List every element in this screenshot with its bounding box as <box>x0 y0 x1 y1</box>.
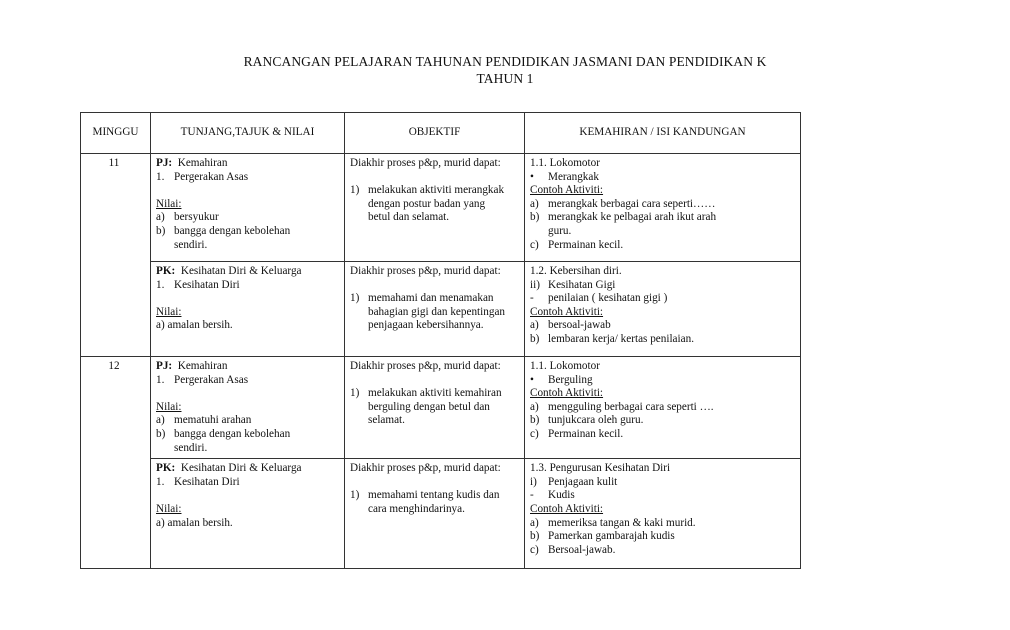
tunjang-sub-text: Pergerakan Asas <box>174 373 249 386</box>
aktiviti-item <box>530 225 797 239</box>
tunjang-content <box>151 154 344 255</box>
aktiviti-item <box>530 414 797 428</box>
kemahiran-item-mark: - <box>530 292 534 305</box>
objektif-line <box>350 319 521 333</box>
nilai-item-text: mematuhi arahan <box>174 414 252 427</box>
objektif-text: cara menghindarinya. <box>368 502 465 515</box>
nilai-item-mark: a) <box>156 211 165 224</box>
aktiviti-item-text: memeriksa tangan & kaki murid. <box>548 516 696 529</box>
table-row <box>81 262 801 357</box>
kemahiran-content <box>525 357 800 445</box>
tunjang-heading <box>156 265 341 279</box>
kemahiran-item-text: penilaian ( kesihatan gigi ) <box>548 292 668 305</box>
nilai-item-text: bangga dengan kebolehan <box>174 427 291 440</box>
aktiviti-item-text: Permainan kecil. <box>548 427 624 440</box>
kemahiran-item <box>530 292 797 306</box>
aktiviti-label: Contoh Aktiviti: <box>530 305 604 318</box>
aktiviti-item-text: merangkak berbagai cara seperti…… <box>548 197 716 210</box>
objektif-line <box>350 306 521 320</box>
objektif-line <box>350 211 521 225</box>
objektif-text: memahami tentang kudis dan <box>368 489 500 502</box>
kemahiran-item-mark: i) <box>530 475 537 488</box>
aktiviti-label: Contoh Aktiviti: <box>530 502 604 515</box>
tunjang-sub-num: 1. <box>156 170 165 183</box>
aktiviti-item-mark: a) <box>530 516 539 529</box>
kemahiran-item-text: Kudis <box>548 489 575 502</box>
kemahiran-item <box>530 171 797 185</box>
aktiviti-item-text: merangkak ke pelbagai arah ikut arah <box>548 211 717 224</box>
objektif-cell <box>345 459 525 569</box>
tunjang-heading <box>156 462 341 476</box>
spacer <box>350 476 521 490</box>
objektif-content <box>345 154 524 228</box>
objektif-line <box>350 414 521 428</box>
nilai-label: Nilai: <box>156 305 182 318</box>
tunjang-sub-num: 1. <box>156 373 165 386</box>
tunjang-topic: Kemahiran <box>177 157 228 169</box>
kemahiran-item-text: Kesihatan Gigi <box>548 278 616 291</box>
nilai-item: a) amalan bersih. <box>156 516 233 529</box>
tunjang-sub-text: Kesihatan Diri <box>174 278 240 291</box>
aktiviti-item <box>530 239 797 253</box>
tunjang-code: PJ: <box>156 360 173 372</box>
objektif-cell <box>345 357 525 459</box>
header-kemahiran: KEMAHIRAN / ISI KANDUNGAN <box>525 113 801 154</box>
objektif-text: berguling dengan betul dan <box>368 400 490 413</box>
kemahiran-cell <box>525 459 801 569</box>
tunjang-subtopic <box>156 476 341 490</box>
objektif-text: bahagian gigi dan kepentingan <box>368 305 506 318</box>
nilai-item-text: bangga dengan kebolehan <box>174 224 291 237</box>
objektif-line <box>350 401 521 415</box>
objektif-intro: Diakhir proses p&p, murid dapat: <box>350 265 501 277</box>
kemahiran-item-text: Berguling <box>548 373 593 386</box>
kemahiran-content <box>525 262 800 350</box>
kemahiran-content <box>525 459 800 560</box>
nilai-item <box>156 428 341 442</box>
nilai-item-mark: a) <box>156 414 165 427</box>
objektif-text: selamat. <box>368 414 405 427</box>
tunjang-topic: Kemahiran <box>177 360 228 372</box>
aktiviti-item <box>530 333 797 347</box>
objektif-text: melakukan aktiviti merangkak <box>368 184 505 197</box>
objektif-num: 1) <box>350 489 360 502</box>
aktiviti-item-text: Bersoal-jawab. <box>548 543 616 556</box>
header-tunjang: TUNJANG,TAJUK & NILAI <box>151 113 345 154</box>
tunjang-sub-num: 1. <box>156 278 165 291</box>
table-row <box>81 459 801 569</box>
objektif-text: betul dan selamat. <box>368 211 450 224</box>
kemahiran-heading: 1.1. Lokomotor <box>530 360 600 372</box>
aktiviti-item <box>530 211 797 225</box>
tunjang-code: PK: <box>156 265 176 277</box>
nilai-label: Nilai: <box>156 197 182 210</box>
spacer <box>156 387 341 401</box>
tunjang-cell <box>151 357 345 459</box>
tunjang-subtopic <box>156 374 341 388</box>
aktiviti-item <box>530 544 797 558</box>
aktiviti-item-text: bersoal-jawab <box>548 319 611 332</box>
tunjang-topic: Kesihatan Diri & Keluarga <box>180 265 302 277</box>
kemahiran-cell <box>525 154 801 262</box>
aktiviti-item-mark: b) <box>530 211 540 224</box>
nilai-item: a) amalan bersih. <box>156 319 233 332</box>
kemahiran-item <box>530 279 797 293</box>
objektif-text: dengan postur badan yang <box>368 197 486 210</box>
aktiviti-item-text: Permainan kecil. <box>548 238 624 251</box>
objektif-num: 1) <box>350 292 360 305</box>
objektif-line <box>350 489 521 503</box>
aktiviti-item <box>530 428 797 442</box>
header-minggu: MINGGU <box>81 113 151 154</box>
aktiviti-item-mark: c) <box>530 543 539 556</box>
tunjang-sub-text: Kesihatan Diri <box>174 475 240 488</box>
aktiviti-item <box>530 198 797 212</box>
tunjang-subtopic <box>156 279 341 293</box>
nilai-continuation: sendiri. <box>174 238 208 251</box>
nilai-item <box>156 211 341 225</box>
tunjang-content <box>151 357 344 458</box>
objektif-content <box>345 459 524 519</box>
nilai-label: Nilai: <box>156 502 182 515</box>
spacer <box>156 292 341 306</box>
tunjang-heading <box>156 157 341 171</box>
objektif-content <box>345 262 524 336</box>
kemahiran-item-mark: ii) <box>530 278 540 291</box>
aktiviti-label: Contoh Aktiviti: <box>530 387 604 400</box>
kemahiran-heading: 1.2. Kebersihan diri. <box>530 265 622 277</box>
aktiviti-item-mark: a) <box>530 319 539 332</box>
objektif-cell <box>345 262 525 357</box>
lesson-plan-table <box>80 112 801 569</box>
objektif-text: memahami dan menamakan <box>368 292 494 305</box>
objektif-line <box>350 387 521 401</box>
tunjang-code: PJ: <box>156 157 173 169</box>
kemahiran-content <box>525 154 800 255</box>
tunjang-sub-num: 1. <box>156 475 165 488</box>
nilai-item-mark: b) <box>156 224 166 237</box>
kemahiran-item <box>530 476 797 490</box>
objektif-line <box>350 198 521 212</box>
objektif-line <box>350 292 521 306</box>
tunjang-topic: Kesihatan Diri & Keluarga <box>180 462 302 475</box>
kemahiran-item-mark: • <box>530 170 534 183</box>
nilai-item <box>156 414 341 428</box>
tunjang-code: PK: <box>156 462 176 475</box>
spacer <box>350 171 521 185</box>
header-objektif: OBJEKTIF <box>345 113 525 154</box>
nilai-item-text: bersyukur <box>174 211 219 224</box>
objektif-line <box>350 503 521 517</box>
aktiviti-item-mark: b) <box>530 332 540 345</box>
kemahiran-cell <box>525 262 801 357</box>
nilai-label: Nilai: <box>156 400 182 413</box>
week-number: 11 <box>108 157 120 169</box>
nilai-item-mark: b) <box>156 427 166 440</box>
aktiviti-item-text: Pamerkan gambarajah kudis <box>548 530 675 543</box>
objektif-line <box>350 184 521 198</box>
week-number: 12 <box>108 360 120 372</box>
table-row <box>81 357 801 459</box>
spacer <box>350 374 521 388</box>
week-number-cell <box>81 154 151 357</box>
kemahiran-item-text: Penjagaan kulit <box>548 475 618 488</box>
aktiviti-item-text: guru. <box>548 224 572 237</box>
document-subtitle: TAHUN 1 <box>476 71 534 86</box>
aktiviti-item <box>530 319 797 333</box>
objektif-num: 1) <box>350 184 360 197</box>
tunjang-sub-text: Pergerakan Asas <box>174 170 249 183</box>
tunjang-cell <box>151 262 345 357</box>
aktiviti-item-mark: b) <box>530 414 540 427</box>
objektif-intro: Diakhir proses p&p, murid dapat: <box>350 462 501 475</box>
document-title: RANCANGAN PELAJARAN TAHUNAN PENDIDIKAN JASMANI DAN PENDIDIKAN K <box>243 54 767 69</box>
aktiviti-item <box>530 401 797 415</box>
kemahiran-item-mark: • <box>530 373 534 386</box>
kemahiran-item-mark: - <box>530 489 534 502</box>
objektif-content <box>345 357 524 431</box>
aktiviti-item-mark: b) <box>530 530 540 543</box>
aktiviti-item <box>530 517 797 531</box>
kemahiran-item <box>530 489 797 503</box>
objektif-num: 1) <box>350 387 360 400</box>
tunjang-content <box>151 262 344 336</box>
kemahiran-item-text: Merangkak <box>548 170 599 183</box>
table-body <box>81 154 801 569</box>
kemahiran-heading: 1.3. Pengurusan Kesihatan Diri <box>530 462 671 475</box>
aktiviti-item-text: tunjukcara oleh guru. <box>548 414 644 427</box>
aktiviti-item-mark: a) <box>530 197 539 210</box>
spacer <box>156 184 341 198</box>
tunjang-cell <box>151 459 345 569</box>
objektif-text: melakukan aktiviti kemahiran <box>368 387 502 400</box>
nilai-continuation: sendiri. <box>174 441 208 454</box>
week-number-cell <box>81 357 151 569</box>
aktiviti-item-mark: c) <box>530 238 539 251</box>
aktiviti-item-text: mengguling berbagai cara seperti …. <box>548 400 714 413</box>
spacer <box>350 279 521 293</box>
aktiviti-item <box>530 530 797 544</box>
aktiviti-item-mark: c) <box>530 427 539 440</box>
nilai-item <box>156 225 341 239</box>
kemahiran-heading: 1.1. Lokomotor <box>530 157 600 169</box>
aktiviti-item-mark: a) <box>530 400 539 413</box>
objektif-intro: Diakhir proses p&p, murid dapat: <box>350 157 501 169</box>
tunjang-subtopic <box>156 171 341 185</box>
tunjang-heading <box>156 360 341 374</box>
objektif-cell <box>345 154 525 262</box>
table-header-row <box>81 113 801 154</box>
objektif-intro: Diakhir proses p&p, murid dapat: <box>350 360 501 372</box>
aktiviti-item-text: lembaran kerja/ kertas penilaian. <box>548 332 694 345</box>
tunjang-cell <box>151 154 345 262</box>
table-row <box>81 154 801 262</box>
kemahiran-item <box>530 374 797 388</box>
aktiviti-label: Contoh Aktiviti: <box>530 184 604 197</box>
spacer <box>156 489 341 503</box>
tunjang-content <box>151 459 344 533</box>
kemahiran-cell <box>525 357 801 459</box>
objektif-text: penjagaan kebersihannya. <box>368 319 484 332</box>
